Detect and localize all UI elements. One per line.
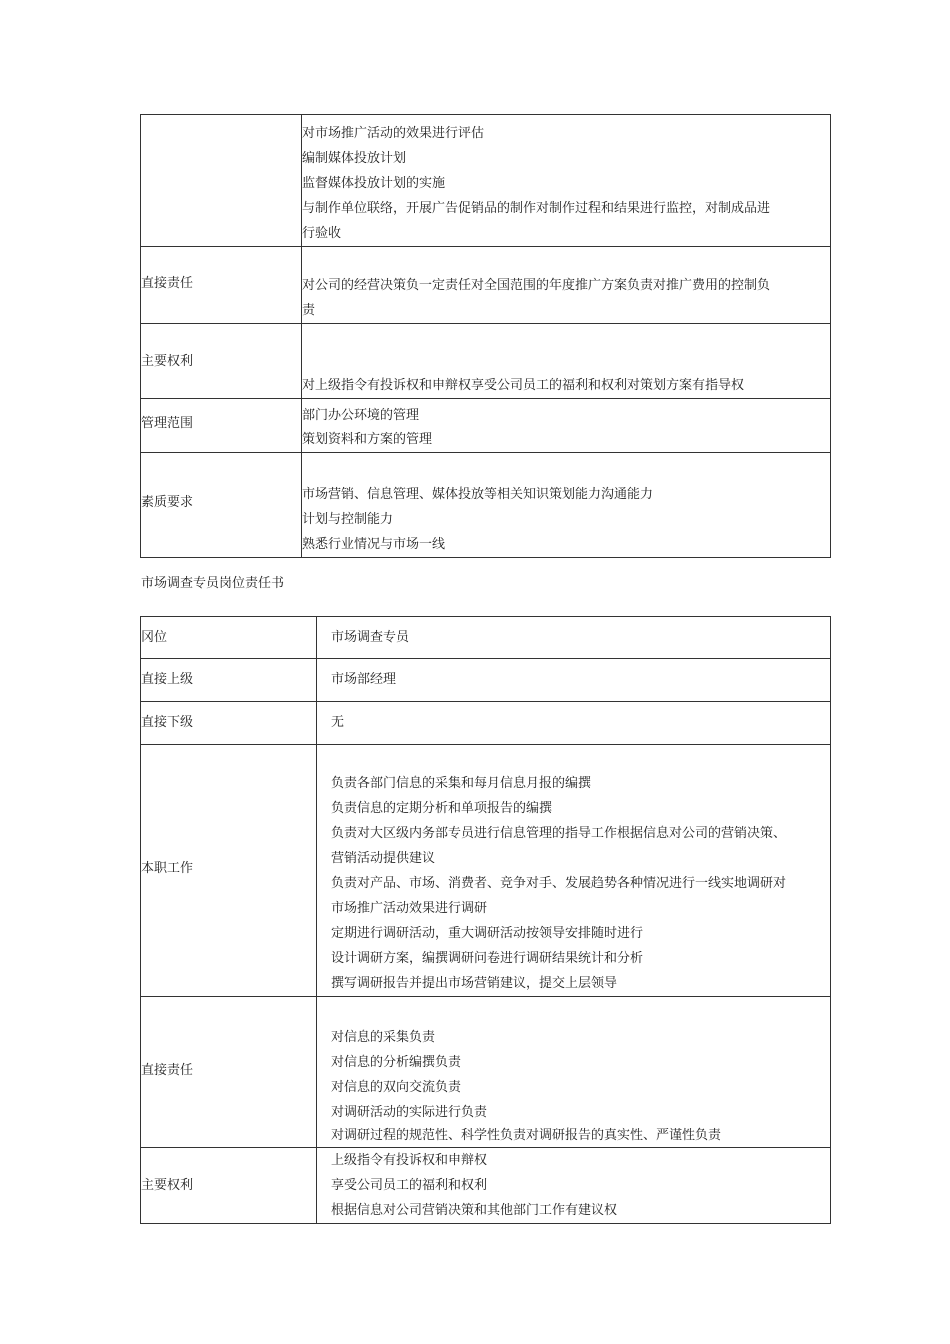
row-content [317,997,831,1148]
row-content [302,453,831,558]
row-content [302,324,831,399]
table-row [141,702,831,745]
row-content [317,659,831,702]
market-research-specialist-table [140,616,831,1224]
table-row [141,1148,831,1224]
content-line: 负责对大区级内务部专员进行信息管理的指导工作根据信息对公司的营销决策、 [331,826,787,841]
row-label: 冈位 [141,630,168,645]
row-value: 市场调查专员 [331,630,410,645]
content-line: 上级指令有投诉权和申辩权 [331,1153,488,1168]
content-line: 对公司的经营决策负一定责任对全国范围的年度推广方案负责对推广费用的控制负 [302,278,771,293]
content-line: 编制媒体投放计划 [302,151,407,166]
section-title: 市场调查专员岗位责任书 [141,576,285,591]
content-line: 对信息的双向交流负责 [331,1080,462,1095]
row-label: 管理范围 [141,416,194,431]
content-line: 负责对产品、市场、消费者、竞争对手、发展趋势各种情况进行一线实地调研对 [331,876,787,891]
row-content [317,1148,831,1224]
row-label: 主要权利 [141,354,194,369]
table-row [141,453,831,558]
table-row [141,617,831,659]
row-value: 市场部经理 [331,672,397,687]
row-label: 直接下级 [141,715,194,730]
row-label-cell [141,745,317,997]
row-content [317,617,831,659]
row-value: 无 [331,715,345,730]
table-row [141,247,831,324]
content-line: 撰写调研报告并提出市场营销建议，提交上层领导 [331,976,618,991]
row-label-cell [141,399,302,453]
content-line: 设计调研方案，编撰调研问卷进行调研结果统计和分析 [331,951,644,966]
content-line: 享受公司员工的福利和权利 [331,1178,488,1193]
row-label-cell [141,324,302,399]
row-label-cell [141,453,302,558]
row-label: 素质要求 [141,495,194,510]
row-content [302,247,831,324]
content-line: 对市场推广活动的效果进行评估 [302,126,485,141]
row-label-cell [141,702,317,745]
row-label-cell [141,247,302,324]
content-line: 对信息的分析编撰负责 [331,1055,462,1070]
row-label-cell [141,1148,317,1224]
content-line: 市场营销、信息管理、媒体投放等相关知识策划能力沟通能力 [302,487,654,502]
responsibility-table-continued [140,114,831,558]
row-label [141,115,302,247]
table-row [141,659,831,702]
content-line: 对调研过程的规范性、科学性负责对调研报告的真实性、严谨性负责 [331,1128,722,1143]
table-row [141,399,831,453]
row-content [302,115,831,247]
content-line: 市场推广活动效果进行调研 [331,901,488,916]
content-line: 责 [302,303,316,318]
row-content [302,399,831,453]
content-line: 负责各部门信息的采集和每月信息月报的编撰 [331,776,592,791]
row-label: 本职工作 [141,861,194,876]
content-line: 与制作单位联络，开展广告促销品的制作对制作过程和结果进行监控，对制成品进 [302,201,771,216]
table-row [141,745,831,997]
content-line: 对信息的采集负责 [331,1030,436,1045]
content-line: 定期进行调研活动，重大调研活动按领导安排随时进行 [331,926,644,941]
row-label: 直接责任 [141,1063,194,1078]
row-label-cell [141,617,317,659]
table-row [141,997,831,1148]
content-line: 监督媒体投放计划的实施 [302,176,446,191]
row-content [317,702,831,745]
row-label: 直接责任 [141,276,194,291]
content-line: 计划与控制能力 [302,512,394,527]
content-line: 策划资料和方案的管理 [302,432,433,447]
content-line: 对调研活动的实际进行负责 [331,1105,488,1120]
content-line: 部门办公环境的管理 [302,408,420,423]
row-label: 主要权利 [141,1178,194,1193]
table-row [141,324,831,399]
content-line: 对上级指令有投诉权和申辩权享受公司员工的福利和权利对策划方案有指导权 [302,378,745,393]
content-line: 熟悉行业情况与市场一线 [302,537,446,552]
content-line: 营销活动提供建议 [331,851,436,866]
row-content [317,745,831,997]
content-line: 根据信息对公司营销决策和其他部门工作有建议权 [331,1203,618,1218]
content-line: 行验收 [302,226,342,241]
row-label-cell [141,997,317,1148]
row-label-cell [141,659,317,702]
row-label: 直接上级 [141,672,194,687]
table-row [141,115,831,247]
content-line: 负责信息的定期分析和单项报告的编撰 [331,801,553,816]
